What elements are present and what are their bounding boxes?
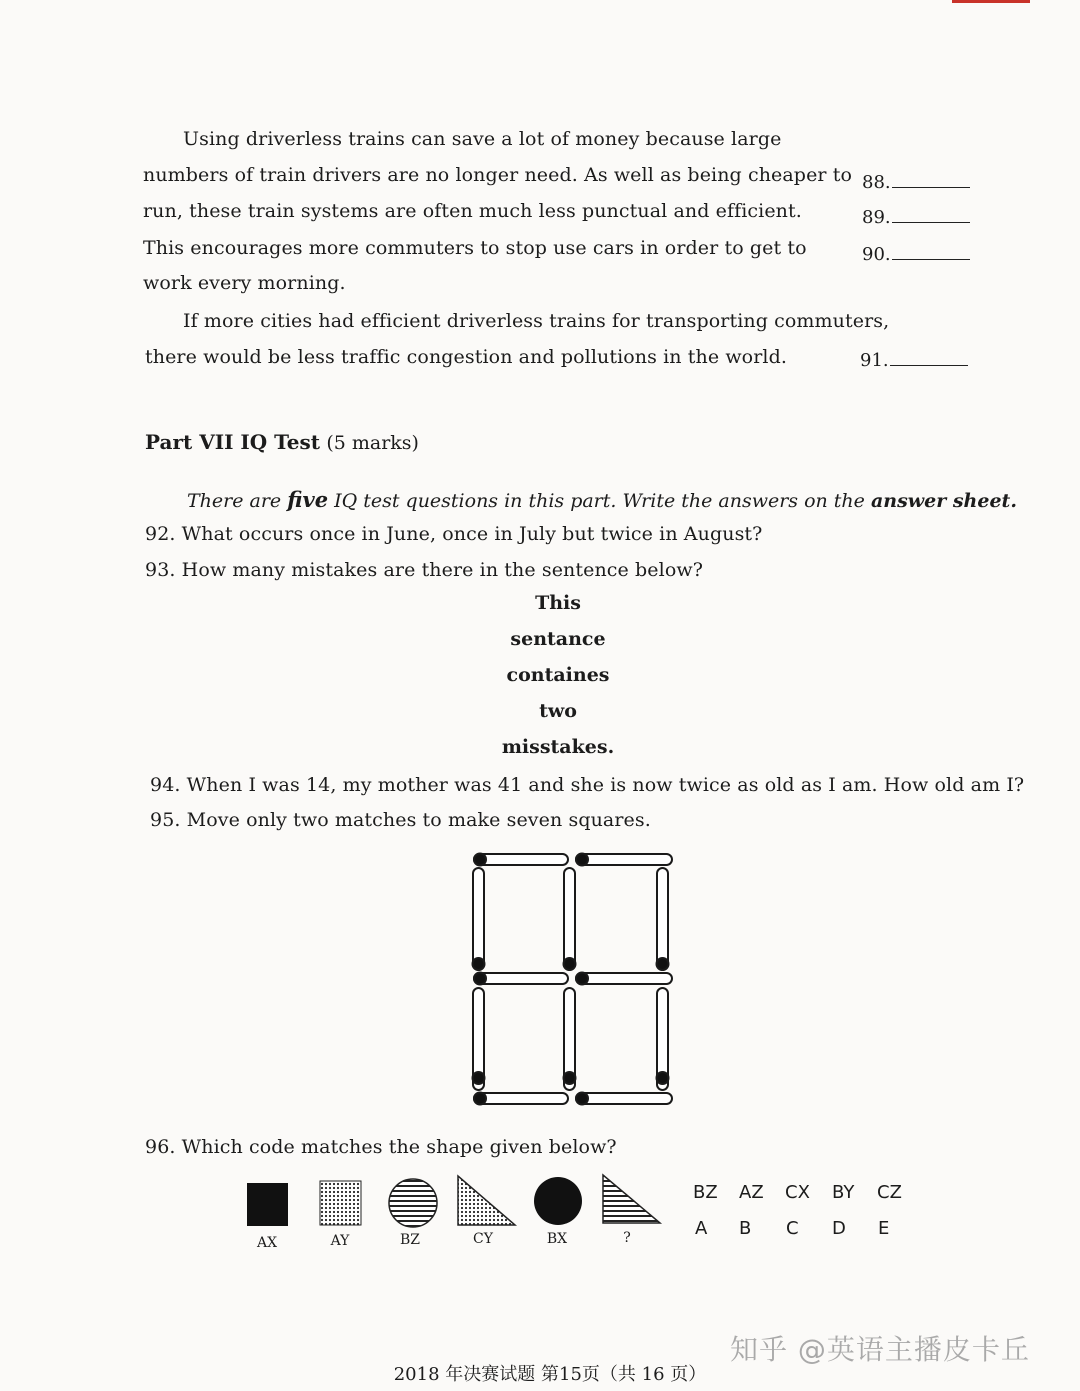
answer-blank [890, 349, 968, 366]
question-93: 93. How many mistakes are there in the sentence below? [145, 559, 704, 581]
part-heading [145, 430, 419, 454]
question-number: 88. [862, 172, 891, 193]
match-horizontal [576, 973, 672, 985]
code-option: BZ [693, 1182, 718, 1203]
page-footer: 2018 年决赛试题 第15页（共 16 页） [393, 1364, 707, 1385]
answer-blank [892, 206, 970, 223]
option-letter: D [832, 1218, 846, 1239]
passage-line: Using driverless trains can save a lot of money because large [183, 128, 782, 150]
part-title: Part VII IQ Test [145, 430, 320, 454]
sentence-word: sentance [510, 628, 606, 650]
page-edge-mark [952, 0, 1030, 3]
code-option: CX [785, 1182, 810, 1203]
shape-label: AX [256, 1235, 278, 1251]
question-94: 94. When I was 14, my mother was 41 and she is now twice as old as I am. How old am I? [150, 774, 1025, 796]
answer-91 [860, 349, 968, 371]
passage-line: run, these train systems are often much less punctual and efficient. [143, 200, 802, 222]
match-horizontal [576, 1093, 672, 1105]
striped-circle-shape [389, 1179, 437, 1227]
question-96: 96. Which code matches the shape given below? [145, 1136, 617, 1158]
question-number: 91. [860, 350, 889, 371]
part-marks: (5 marks) [326, 432, 419, 454]
black-circle-shape [534, 1177, 582, 1225]
black-square-shape [247, 1183, 288, 1226]
code-option: AZ [739, 1182, 764, 1203]
shape-label: BX [546, 1231, 568, 1247]
match-horizontal [576, 854, 672, 866]
instr-answer-sheet: answer sheet. [870, 490, 1017, 512]
answer-blank [892, 243, 970, 260]
sentence-word: misstakes. [501, 736, 615, 758]
shape-row [240, 1170, 670, 1232]
question-number: 89. [862, 207, 891, 228]
code-option: BY [832, 1182, 855, 1203]
matchstick-figure [465, 848, 680, 1110]
instr-text: IQ test questions in this part. Write the answers on the [328, 490, 871, 512]
shape-label: CY [473, 1231, 493, 1247]
match-vertical [657, 868, 669, 970]
option-letter: C [786, 1218, 799, 1239]
question-number: 90. [862, 244, 891, 265]
shape-label: BZ [399, 1232, 420, 1248]
option-letter: B [739, 1218, 752, 1239]
watermark: 知乎 @英语主播皮卡丘 [730, 1333, 1030, 1366]
dotted-triangle-shape [458, 1176, 515, 1225]
passage-line: there would be less traffic congestion and pollutions in the world. [145, 346, 787, 368]
code-option: CZ [877, 1182, 902, 1203]
match-horizontal [474, 1093, 568, 1105]
option-letter: E [878, 1218, 890, 1239]
shape-label: AY [330, 1233, 350, 1249]
match-vertical [564, 988, 576, 1090]
passage-line: work every morning. [143, 272, 346, 294]
match-horizontal [474, 973, 568, 985]
sentence-word: containes [506, 664, 610, 686]
passage-line: This encourages more commuters to stop use cars in order to get to [143, 237, 807, 259]
shape-label: ? [623, 1230, 631, 1246]
match-vertical [473, 988, 485, 1090]
sentence-word: This [535, 592, 581, 614]
passage-line: If more cities had efficient driverless trains for transporting commuters, [183, 310, 890, 332]
sentence-word: two [539, 700, 577, 722]
match-vertical [473, 868, 485, 970]
striped-triangle-shape [603, 1175, 660, 1223]
passage-line: numbers of train drivers are no longer need. As well as being cheaper to [143, 164, 853, 186]
instr-text: There are [187, 490, 288, 512]
question-92: 92. What occurs once in June, once in July but twice in August? [145, 523, 763, 545]
instr-emphasis: five [287, 487, 329, 512]
dotted-square-shape [320, 1181, 361, 1225]
part-instructions [187, 487, 1017, 512]
match-vertical [564, 868, 576, 970]
answer-blank [892, 171, 970, 188]
answer-89 [862, 206, 970, 228]
option-letter: A [695, 1218, 708, 1239]
answer-88 [862, 171, 970, 193]
answer-90 [862, 243, 970, 265]
question-95: 95. Move only two matches to make seven squares. [150, 809, 651, 831]
match-vertical [657, 988, 669, 1090]
match-horizontal [474, 854, 568, 866]
